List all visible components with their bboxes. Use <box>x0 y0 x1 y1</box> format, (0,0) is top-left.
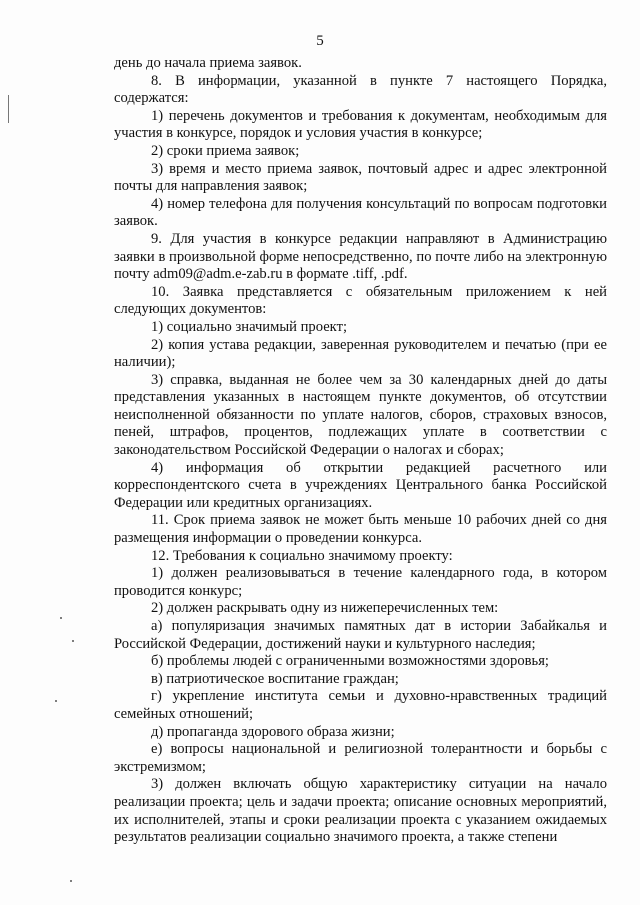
document-body <box>114 55 607 847</box>
paragraph: 10. Заявка представляется с обязательным приложением к ней следующих документов: <box>114 283 607 318</box>
paragraph: 11. Срок приема заявок не может быть меньше 10 рабочих дней со дня размещения информации о проведении конкурса. <box>114 512 607 547</box>
paragraph: 1) перечень документов и требования к документам, необходимым для участия в конкурсе, порядок и условия участия в конкурсе; <box>114 107 607 142</box>
paragraph: е) вопросы национальной и религиозной толерантности и борьбы с экстремизмом; <box>114 741 607 775</box>
paragraph: 8. В информации, указанной в пункте 7 настоящего Порядка, содержатся: <box>114 72 607 107</box>
paragraph: 3) справка, выданная не более чем за 30 календарных дней до даты представления указанных в настоящем пункте документов, об отсутствии неисполненной обязанности по уплате налогов, сборов, страховых взносов, пеней, штрафов, процентов, подлежащих уплате в соответствии с законодательством Российской Федерации о налогах и сборах; <box>114 371 607 459</box>
paragraph: в) патриотическое воспитание граждан; <box>151 670 399 687</box>
scan-speck <box>72 640 74 642</box>
scan-speck <box>70 880 72 882</box>
scan-speck <box>55 700 57 702</box>
paragraph: 4) информация об открытии редакцией расчетного или корреспондентского счета в учреждениях Центрального банка Российской Федерации или кредитных организациях. <box>114 459 607 511</box>
paragraph: день до начала приема заявок. <box>114 55 302 71</box>
paragraph: 2) сроки приема заявок; <box>151 142 300 159</box>
paragraph: 2) должен раскрывать одну из нижеперечисленных тем: <box>151 600 499 617</box>
paragraph: а) популяризация значимых памятных дат в истории Забайкалья и Российской Федерации, достижений науки и культурного наследия; <box>114 618 607 652</box>
paragraph: 1) социально значимый проект; <box>151 318 348 335</box>
paragraph: д) пропаганда здорового образа жизни; <box>151 723 395 740</box>
paragraph: 1) должен реализовываться в течение календарного года, в котором проводится конкурс; <box>114 565 607 599</box>
paragraph: б) проблемы людей с ограниченными возможностями здоровья; <box>151 653 549 670</box>
paragraph: 4) номер телефона для получения консультаций по вопросам подготовки заявок. <box>114 195 607 230</box>
paragraph: 3) должен включать общую характеристику ситуации на начало реализации проекта; цель и задачи проекта; описание основных мероприятий, их исполнителей, этапы и сроки реализации проекта с указанием ожидаемых результатов реализации социально значимого проекта, а также степени <box>114 776 607 846</box>
paragraph: 9. Для участия в конкурсе редакции направляют в Администрацию заявки в произвольной форме непосредственно, по почте либо на электронную почту adm09@adm.e-zab.ru в формате .tiff, .pdf. <box>114 230 607 283</box>
page-number: 5 <box>316 33 324 49</box>
scan-margin-mark <box>8 95 9 123</box>
paragraph: 3) время и место приема заявок, почтовый адрес и адрес электронной почты для направления заявок; <box>114 160 607 195</box>
paragraph: 2) копия устава редакции, заверенная руководителем и печатью (при ее наличии); <box>114 336 607 371</box>
scan-speck <box>60 617 62 619</box>
paragraph: г) укрепление института семьи и духовно-нравственных традиций семейных отношений; <box>114 688 607 722</box>
paragraph: 12. Требования к социально значимому проекту: <box>151 547 453 564</box>
